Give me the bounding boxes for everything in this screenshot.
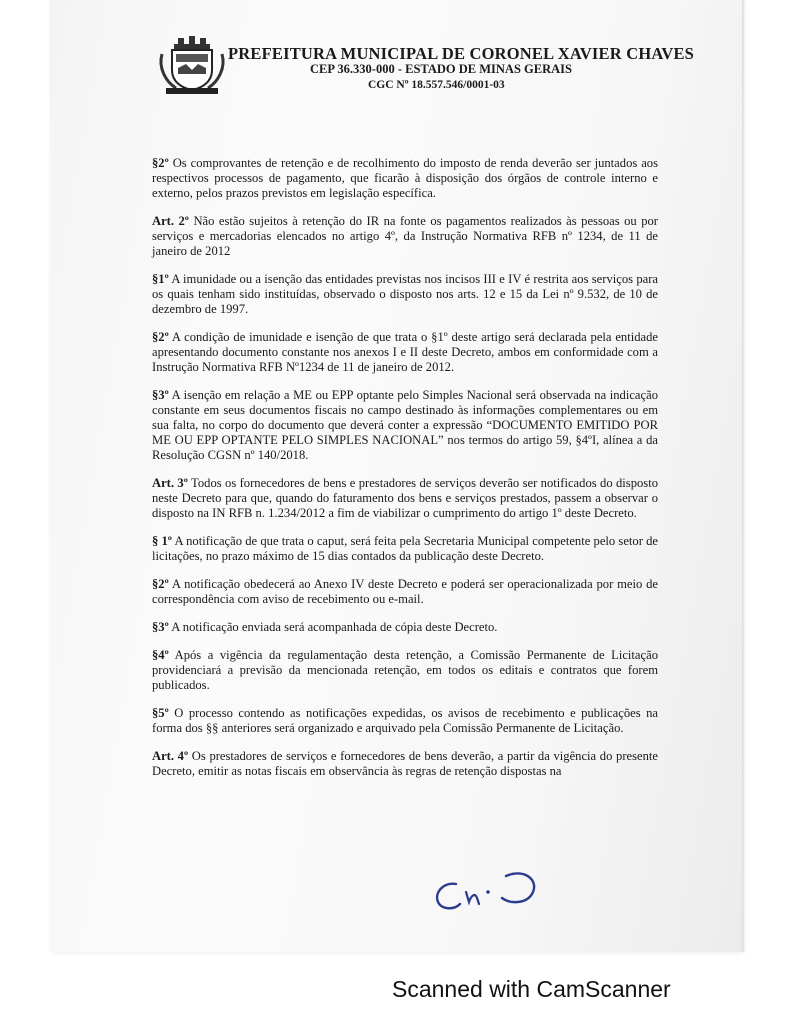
paragraph-label: Art. 2º <box>152 214 189 228</box>
paragraph-text: A imunidade ou a isenção das entidades previstas nos incisos III e IV é restrita aos serviços para os quais tenham sido instituídas, observado o disposto nos arts. 12 e 15 da Lei nº 9.532, de 10 de dezembro de 1997. <box>152 272 658 316</box>
page-edge <box>742 0 746 952</box>
paragraph-text: A notificação obedecerá ao Anexo IV deste Decreto e poderá ser operacionalizada por meio de correspondência com aviso de recebimento ou e-mail. <box>152 577 658 606</box>
paragraph <box>152 156 658 201</box>
paragraph-label: §3º <box>152 388 169 402</box>
document-body <box>152 156 658 792</box>
cgc-number: CGC Nº 18.557.546/0001-03 <box>368 79 505 91</box>
municipal-coat-of-arms-icon <box>156 34 228 98</box>
paragraph <box>152 749 658 779</box>
paragraph-text: O processo contendo as notificações expedidas, os avisos de recebimento e publicações na forma dos §§ anteriores será organizado e arquivado pela Comissão Permanente de Licitação. <box>152 706 658 735</box>
paragraph-text: Os prestadores de serviços e fornecedores de bens deverão, a partir da vigência do presente Decreto, emitir as notas fiscais em observância às regras de retenção dispostas na <box>152 749 658 778</box>
cep-state-line: CEP 36.330-000 - ESTADO DE MINAS GERAIS <box>310 62 572 76</box>
paragraph-label: §2º <box>152 156 169 170</box>
paragraph-label: §2º <box>152 577 169 591</box>
municipality-title: PREFEITURA MUNICIPAL DE CORONEL XAVIER CHAVES <box>228 44 695 63</box>
paragraph-label: § 1º <box>152 534 172 548</box>
paragraph <box>152 476 658 521</box>
paragraph <box>152 272 658 317</box>
paragraph-text: Os comprovantes de retenção e de recolhimento do imposto de renda deverão ser juntados aos respectivos processos de pagamento, que ficarão à disposição dos órgãos de controle interno e externo, pelos prazos previstos em legislação específica. <box>152 156 658 200</box>
paragraph-text: A notificação de que trata o caput, será feita pela Secretaria Municipal competente pelo setor de licitações, no prazo máximo de 15 dias contados da publicação deste Decreto. <box>152 534 658 563</box>
paragraph-label: §5º <box>152 706 169 720</box>
paragraph <box>152 620 658 635</box>
paragraph-text: Todos os fornecedores de bens e prestadores de serviços deverão ser notificados do disposto neste Decreto para que, quando do faturamento dos bens e serviços prestados, passem a observar o disposto na IN RFB n. 1.234/2012 a fim de viabilizar o cumprimento do artigo 1º deste Decreto. <box>152 476 658 520</box>
paragraph-text: A isenção em relação a ME ou EPP optante pelo Simples Nacional será observada na indicação constante em seus documentos fiscais no campo destinado às informações complementares ou em sua falta, no corpo do documento que deverá conter a expressão “DOCUMENTO EMITIDO POR ME OU EPP OPTANTE PELO SIMPLES NACIONAL” nos termos do artigo 59, §4ºI, alínea a da Resolução CGSN nº 140/2018. <box>152 388 658 462</box>
paragraph-text: Não estão sujeitos à retenção do IR na fonte os pagamentos realizados às pessoas ou por serviços e mercadorias elencados no artigo 4º, da Instrução Normativa RFB nº 1234, de 11 de janeiro de 2012 <box>152 214 658 258</box>
paragraph <box>152 330 658 375</box>
paragraph-text: Após a vigência da regulamentação desta retenção, a Comissão Permanente de Licitação providenciará a previsão da mencionada retenção, em todos os editais e contratos que forem publicados. <box>152 648 658 692</box>
paragraph-text: A notificação enviada será acompanhada de cópia deste Decreto. <box>168 620 498 634</box>
paragraph-label: §2º <box>152 330 169 344</box>
paragraph <box>152 214 658 259</box>
paragraph-label: Art. 4º <box>152 749 189 763</box>
paragraph-text: A condição de imunidade e isenção de que trata o §1º deste artigo será declarada pela entidade apresentando documento constante nos anexos I e II deste Decreto, ambos em conformidade com a Instrução Normativa RFB Nº1234 de 11 de janeiro de 2012. <box>152 330 658 374</box>
paragraph <box>152 534 658 564</box>
scanner-watermark: Scanned with CamScanner <box>392 976 671 1002</box>
paragraph-label: Art. 3º <box>152 476 188 490</box>
paragraph <box>152 706 658 736</box>
paragraph <box>152 648 658 693</box>
paragraph-label: §3º <box>152 620 169 634</box>
paragraph-label: §1º <box>152 272 169 286</box>
paragraph <box>152 577 658 607</box>
paragraph <box>152 388 658 463</box>
paragraph-label: §4º <box>152 648 169 662</box>
handwritten-initials-signature <box>430 862 550 918</box>
